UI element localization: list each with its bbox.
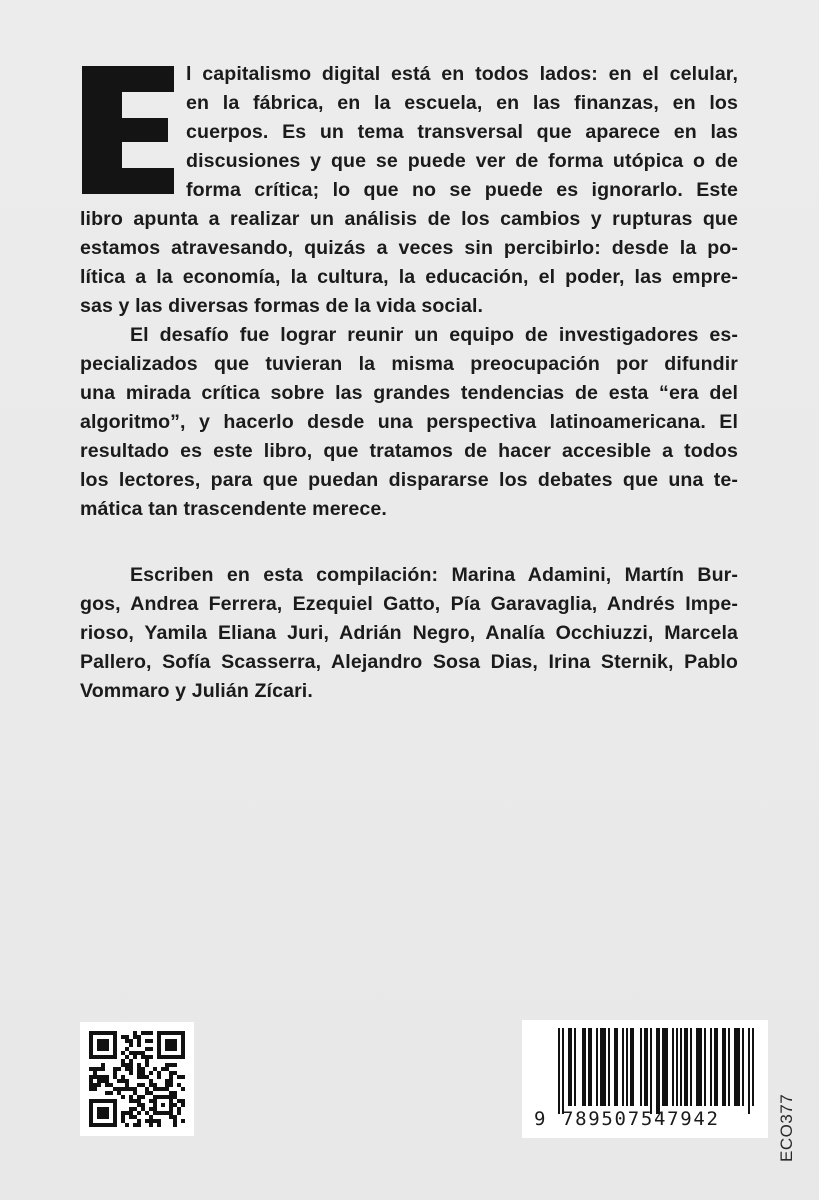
text-line: libro apunta a realizar un análisis de los cambios y rupturas que (80, 208, 738, 230)
barcode-bar (570, 1028, 572, 1106)
text-line: pecializados que tuvieran la misma preocupación por difundir (80, 353, 738, 375)
barcode-bar (738, 1028, 740, 1106)
barcode-bar (696, 1028, 698, 1106)
barcode-bar (676, 1028, 678, 1106)
drop-cap-e (82, 66, 174, 194)
text-line: los lectores, para que puedan dispararse los debates que una te- (80, 469, 738, 491)
barcode-bar (646, 1028, 648, 1106)
barcode-bar (666, 1028, 668, 1106)
barcode-bar (698, 1028, 700, 1106)
barcode-bar (742, 1028, 744, 1106)
barcode-bar (644, 1028, 646, 1106)
barcode-bar (650, 1028, 652, 1114)
text-line: l capitalismo digital está en todos lados: en el celular, (186, 63, 738, 85)
barcode-bar (748, 1028, 750, 1114)
barcode-bar (630, 1028, 632, 1106)
text-line: Escriben en esta compilación: Marina Adamini, Martín Bur- (130, 564, 738, 586)
barcode-bar (686, 1028, 688, 1106)
barcode-bar (716, 1028, 718, 1106)
barcode-bar (562, 1028, 564, 1114)
text-line: discusiones y que se puede ver de forma utópica o de (186, 150, 738, 172)
barcode-bar (608, 1028, 610, 1106)
barcode-bar (568, 1028, 570, 1106)
barcode-bar (626, 1028, 628, 1106)
barcode-bar (714, 1028, 716, 1106)
barcode-bar (640, 1028, 642, 1106)
barcode-bar (736, 1028, 738, 1106)
isbn-number (522, 1106, 768, 1132)
barcode-bar (690, 1028, 692, 1106)
barcode-bar (558, 1028, 560, 1114)
barcode-bar (600, 1028, 602, 1106)
text-line: sas y las diversas formas de la vida social. (80, 295, 484, 317)
qr-code-icon[interactable] (80, 1022, 194, 1136)
text-line: una mirada crítica sobre las grandes tendencias de esta “era del (80, 382, 738, 404)
barcode-bar (664, 1028, 666, 1106)
barcode-bar (700, 1028, 702, 1106)
barcode-bar (574, 1028, 576, 1106)
barcode-bar (614, 1028, 616, 1106)
barcode-icon (522, 1020, 768, 1138)
barcode-bar (632, 1028, 634, 1106)
qr-code-pattern (89, 1031, 185, 1127)
text-line: estamos atravesando, quizás a veces sin percibirlo: desde la po- (80, 237, 738, 259)
barcode-bar (616, 1028, 618, 1106)
barcode-bar (584, 1028, 586, 1106)
barcode-bar (684, 1028, 686, 1106)
barcode-bar (710, 1028, 712, 1106)
isbn-digits: 789507547942 (562, 1108, 720, 1130)
text-line: Vommaro y Julián Zícari. (80, 680, 313, 702)
text-line: Pallero, Sofía Scasserra, Alejandro Sosa Dias, Irina Sternik, Pablo (80, 651, 738, 673)
text-line: forma crítica; lo que no se puede es ignorarlo. Este (186, 179, 738, 201)
text-line: en la fábrica, en la escuela, en las finanzas, en los (186, 92, 738, 114)
text-line: cuerpos. Es un tema transversal que aparece en las (186, 121, 738, 143)
barcode-bar (752, 1028, 754, 1106)
text-line: mática tan trascendente merece. (80, 498, 387, 520)
barcode-bar (724, 1028, 726, 1106)
barcode-bar (656, 1028, 658, 1114)
text-line: resultado es este libro, que tratamos de hacer accesible a todos (80, 440, 738, 462)
barcode-bar (622, 1028, 624, 1106)
barcode-bar (728, 1028, 730, 1106)
publisher-code: ECO377 (777, 1093, 796, 1162)
isbn-first-digit: 9 (534, 1108, 546, 1130)
barcode-bar (602, 1028, 604, 1106)
barcode-bar (596, 1028, 598, 1106)
text-line: lítica a la economía, la cultura, la educación, el poder, las empre- (80, 266, 738, 288)
barcode-bar (658, 1028, 660, 1114)
text-line: rioso, Yamila Eliana Juri, Adrián Negro, Analía Occhiuzzi, Marcela (80, 622, 738, 644)
barcode-bar (680, 1028, 682, 1106)
barcode-bar (672, 1028, 674, 1106)
barcode-bar (734, 1028, 736, 1106)
barcode-bar (582, 1028, 584, 1106)
barcode-bar (662, 1028, 664, 1106)
barcode-bar (590, 1028, 592, 1106)
text-line: algoritmo”, y hacerlo desde una perspectiva latinoamericana. El (80, 411, 738, 433)
text-line: gos, Andrea Ferrera, Ezequiel Gatto, Pía Garavaglia, Andrés Impe- (80, 593, 738, 615)
barcode-bar (722, 1028, 724, 1106)
barcode-bar (604, 1028, 606, 1106)
text-line: El desafío fue lograr reunir un equipo de investigadores es- (130, 324, 738, 346)
barcode-bar (588, 1028, 590, 1106)
barcode-bar (704, 1028, 706, 1106)
